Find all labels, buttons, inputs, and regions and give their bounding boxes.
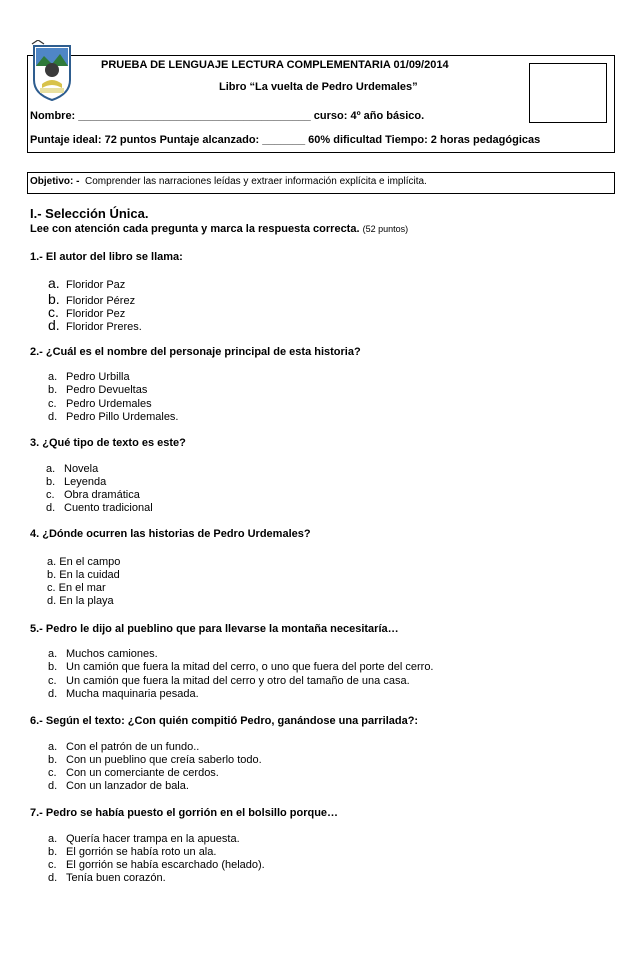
q7-option-c[interactable]: c. El gorrión se había escarchado (helado). [48,859,265,871]
q2-option-b[interactable]: b. Pedro Devueltas [48,384,148,396]
q4-option-b[interactable]: b. En la cuidad [47,569,120,581]
q1-option-b[interactable]: b. Floridor Pérez [48,291,136,307]
instruction-text: Lee con atención cada pregunta y marca la respuesta correcta. [30,223,360,235]
objective [30,176,427,187]
name-line: Nombre: ______________________________________ curso: 4º año básico. [30,110,425,122]
question-5: 5.- Pedro le dijo al pueblino que para llevarse la montaña necesitaría… [30,623,399,635]
grade-box [529,63,607,123]
q4-option-d[interactable]: d. En la playa [47,595,114,607]
q4-option-c[interactable]: c. En el mar [47,582,106,594]
q2-option-a[interactable]: a. Pedro Urbilla [48,371,130,383]
question-1: 1.- El autor del libro se llama: [30,251,183,263]
instruction-points: (52 puntos) [362,224,409,234]
school-logo-icon [30,40,74,102]
q7-option-d[interactable]: d. Tenía buen corazón. [48,872,166,884]
q7-option-a[interactable]: a. Quería hacer trampa en la apuesta. [48,833,240,845]
question-4: 4. ¿Dónde ocurren las historias de Pedro Urdemales? [30,528,311,540]
q5-option-a[interactable]: a. Muchos camiones. [48,648,158,660]
q3-option-a[interactable]: a. Novela [46,463,99,475]
question-7: 7.- Pedro se había puesto el gorrión en el bolsillo porque… [30,807,339,819]
q1-option-a[interactable]: a. Floridor Paz [48,275,126,291]
question-2: 2.- ¿Cuál es el nombre del personaje principal de esta historia? [30,346,361,358]
q7-option-b[interactable]: b. El gorrión se había roto un ala. [48,846,217,858]
section-title: I.- Selección Única. [30,206,149,221]
objective-text: Comprender las narraciones leídas y extraer información explícita e implícita. [85,176,427,187]
q3-option-d[interactable]: d. Cuento tradicional [46,502,153,514]
q2-option-d[interactable]: d. Pedro Pillo Urdemales. [48,411,179,423]
q3-option-b[interactable]: b. Leyenda [46,476,107,488]
objective-label: Objetivo: - [30,176,80,187]
question-6: 6.- Según el texto: ¿Con quién compitió Pedro, ganándose una parrilada?: [30,715,419,727]
question-3: 3. ¿Qué tipo de texto es este? [30,437,186,449]
q5-option-b[interactable]: b. Un camión que fuera la mitad del cerro, o uno que fuera del porte del cerro. [48,661,434,673]
score-line: Puntaje ideal: 72 puntos Puntaje alcanzado: _______ 60% dificultad Tiempo: 2 horas pedagógicas [30,134,541,146]
q6-option-d[interactable]: d. Con un lanzador de bala. [48,780,189,792]
q3-option-c[interactable]: c. Obra dramática [46,489,140,501]
section-instruction [30,223,408,235]
q1-option-c[interactable]: c. Floridor Pez [48,304,126,320]
book-title: Libro “La vuelta de Pedro Urdemales” [219,81,418,93]
q6-option-a[interactable]: a. Con el patrón de un fundo.. [48,741,200,753]
q4-option-a[interactable]: a. En el campo [47,556,121,568]
q6-option-b[interactable]: b. Con un pueblino que creía saberlo todo. [48,754,262,766]
q5-option-d[interactable]: d. Mucha maquinaria pesada. [48,688,199,700]
q6-option-c[interactable]: c. Con un comerciante de cerdos. [48,767,219,779]
q5-option-c[interactable]: c. Un camión que fuera la mitad del cerro y otro del tamaño de una casa. [48,675,410,687]
exam-title: PRUEBA DE LENGUAJE LECTURA COMPLEMENTARIA 01/09/2014 [101,59,449,71]
q1-option-d[interactable]: d. Floridor Preres. [48,317,142,333]
q2-option-c[interactable]: c. Pedro Urdemales [48,398,152,410]
